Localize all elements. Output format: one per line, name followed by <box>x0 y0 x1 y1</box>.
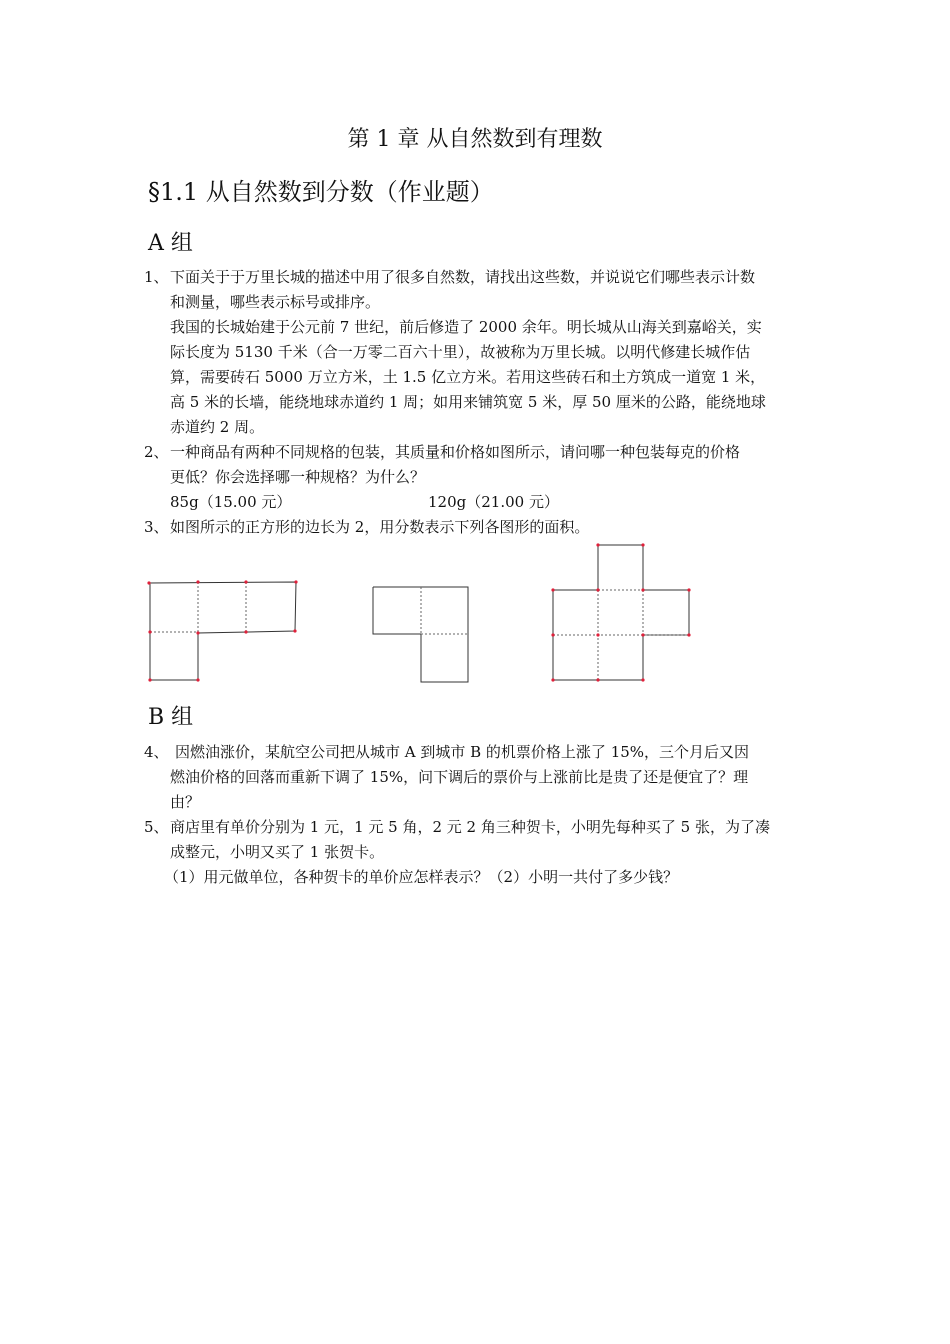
section-title: §1.1 从自然数到分数（作业题） <box>148 178 494 206</box>
q5-line: 成整元，小明又买了 1 张贺卡。 <box>170 843 385 861</box>
q5-number: 5、 <box>144 818 169 836</box>
q1-line: 我国的长城始建于公元前 7 世纪，前后修造了 2000 余年。明长城从山海关到嘉峪关，实 <box>170 318 762 336</box>
q3-number: 3、 <box>144 518 169 536</box>
chapter-title: 第 1 章 从自然数到有理数 <box>347 127 603 152</box>
q4-line: 由？ <box>170 793 201 811</box>
q1-line: 下面关于于万里长城的描述中用了很多自然数，请找出这些数，并说说它们哪些表示计数 <box>170 268 756 286</box>
figure-1-l-shape <box>148 580 298 686</box>
q2-number: 2、 <box>144 443 169 461</box>
q3-line: 如图所示的正方形的边长为 2，用分数表示下列各图形的面积。 <box>170 518 590 536</box>
figure-3-cross-shape <box>552 543 692 687</box>
q1-line: 算，需要砖石 5000 万立方米，土 1.5 亿立方米。若用这些砖石和土方筑成一道宽 1 米， <box>170 368 766 386</box>
q1-line: 际长度为 5130 千米（合一万零二百六十里），故被称为万里长城。以明代修建长城作估 <box>170 343 751 361</box>
q2-line: 一种商品有两种不同规格的包装，其质量和价格如图所示，请问哪一种包装每克的价格 <box>170 443 741 461</box>
q2-line: 更低？你会选择哪一种规格？为什么？ <box>170 468 426 486</box>
figure-2-three-squares <box>372 586 470 688</box>
q5-subquestions: （1）用元做单位，各种贺卡的单价应怎样表示？（2）小明一共付了多少钱？ <box>164 868 679 886</box>
q2-option-b: 120g（21.00 元） <box>428 493 559 511</box>
q1-line: 高 5 米的长墙，能绕地球赤道约 1 周；如用来铺筑宽 5 米，厚 50 厘米的公路，能绕地球 <box>170 393 766 411</box>
q4-number: 4、 <box>144 743 169 761</box>
q2-option-a: 85g（15.00 元） <box>170 493 292 511</box>
q1-number: 1、 <box>144 268 169 286</box>
q1-line: 赤道约 2 周。 <box>170 418 265 436</box>
q5-line: 商店里有单价分别为 1 元，1 元 5 角，2 元 2 角三种贺卡，小明先每种买了 5 张，为了凑 <box>170 818 770 836</box>
group-a-heading: A 组 <box>148 231 193 256</box>
q4-line: 燃油价格的回落而重新下调了 15%，问下调后的票价与上涨前比是贵了还是便宜了？理 <box>170 768 749 786</box>
q1-line: 和测量，哪些表示标号或排序。 <box>170 293 381 311</box>
q4-line: 因燃油涨价，某航空公司把从城市 A 到城市 B 的机票价格上涨了 15%，三个月后又因 <box>175 743 750 761</box>
group-b-heading: B 组 <box>148 705 194 730</box>
